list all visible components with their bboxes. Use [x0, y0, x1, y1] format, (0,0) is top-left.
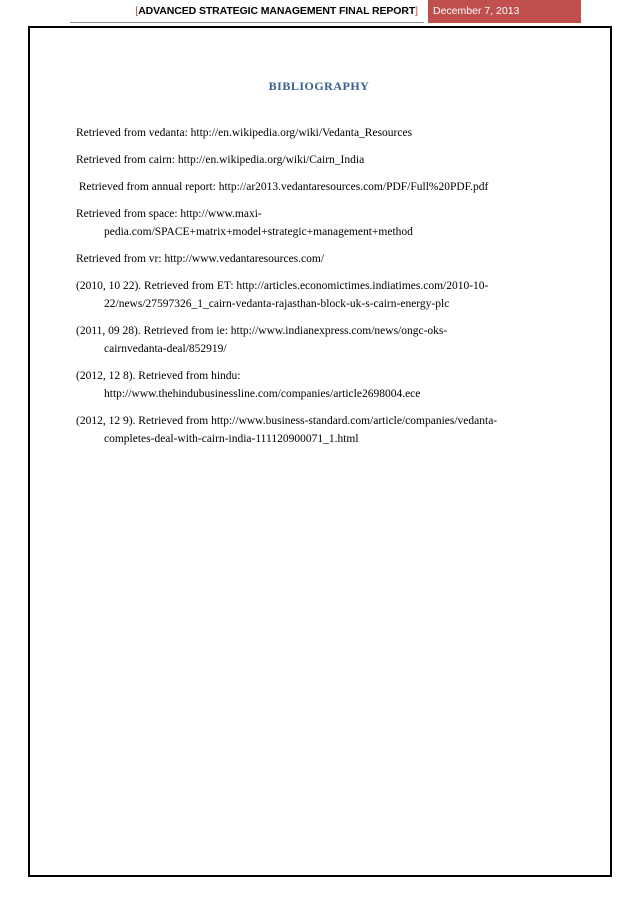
entry-line-continued: pedia.com/SPACE+matrix+model+strategic+management+method: [104, 226, 413, 238]
bibliography-entry: [76, 250, 571, 268]
entry-line-continued: 22/news/27597326_1_cairn-vedanta-rajasthan-block-uk-s-cairn-energy-plc: [104, 298, 450, 310]
bibliography-entry: [76, 322, 571, 358]
bibliography-entry: [76, 277, 571, 313]
header-report-title: [70, 0, 424, 23]
bibliography-entry: [76, 205, 571, 241]
entry-line: (2012, 12 9). Retrieved from http://www.business-standard.com/article/companies/vedanta-: [76, 415, 498, 427]
entry-line: (2012, 12 8). Retrieved from hindu:: [76, 370, 241, 382]
page-header: [0, 0, 638, 24]
entry-line: Retrieved from annual report: http://ar2013.vedantaresources.com/PDF/Full%20PDF.pdf: [76, 181, 489, 193]
header-bracket-close: ]: [415, 5, 418, 17]
header-title-text: ADVANCED STRATEGIC MANAGEMENT FINAL REPORT: [138, 5, 416, 17]
entry-line: Retrieved from space: http://www.maxi-: [76, 208, 262, 220]
bibliography-entry: [76, 367, 571, 403]
bibliography-entry: [76, 151, 571, 169]
entry-line-continued: http://www.thehindubusinessline.com/companies/article2698004.ece: [104, 388, 421, 400]
bibliography-entry: [76, 178, 571, 196]
entry-line: (2010, 10 22). Retrieved from ET: http://articles.economictimes.indiatimes.com/2010-10-: [76, 280, 489, 292]
entry-line-continued: cairnvedanta-deal/852919/: [104, 343, 227, 355]
entry-line: Retrieved from vedanta: http://en.wikipedia.org/wiki/Vedanta_Resources: [76, 127, 413, 139]
bibliography-entry: [76, 412, 571, 448]
entry-line: Retrieved from vr: http://www.vedantaresources.com/: [76, 253, 325, 265]
bibliography-entry: [76, 124, 571, 142]
entry-line-continued: completes-deal-with-cairn-india-111120900071_1.html: [104, 433, 359, 445]
header-date: December 7, 2013: [428, 0, 581, 23]
entry-line: Retrieved from cairn: http://en.wikipedia.org/wiki/Cairn_India: [76, 154, 365, 166]
header-bracket-open: [: [135, 5, 139, 17]
bibliography-list: [76, 124, 571, 457]
section-title: BIBLIOGRAPHY: [268, 79, 370, 93]
entry-line: (2011, 09 28). Retrieved from ie: http://www.indianexpress.com/news/ongc-oks-: [76, 325, 448, 337]
